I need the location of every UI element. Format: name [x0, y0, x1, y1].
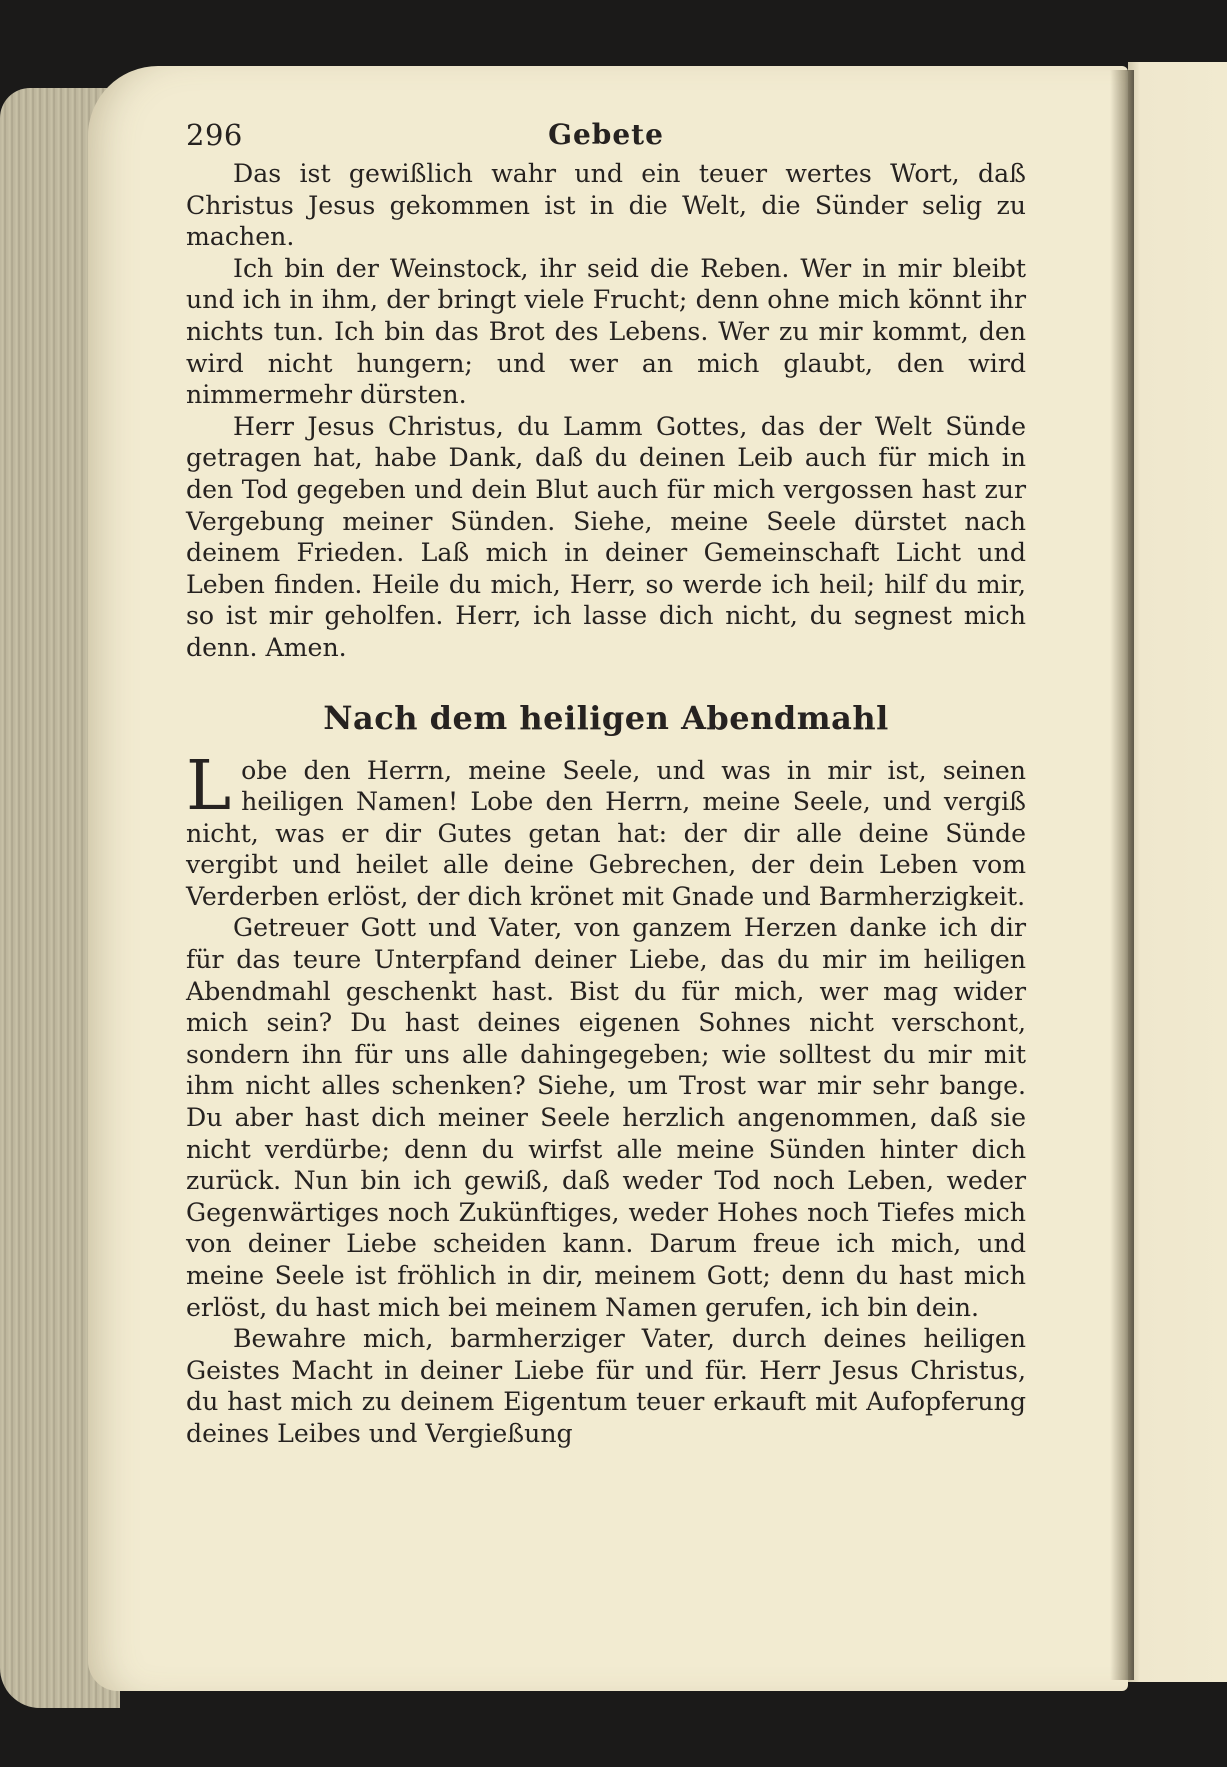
- page-number: 296: [186, 118, 243, 152]
- paragraph: Bewahre mich, barmherziger Vater, durch deines heiligen Geistes Macht in deiner Liebe für und für. Herr Jesus Christus, du hast mich zu deinem Eigentum teuer erkauft mit Aufopferung deines Leibes und Vergießung: [186, 1324, 1026, 1448]
- page-header: [186, 112, 1026, 158]
- drop-cap: L: [186, 746, 232, 826]
- paragraph: Getreuer Gott und Vater, von ganzem Herzen danke ich dir für das teure Unterpfand deiner Liebe, das du mir im heiligen Abendmahl geschenkt hast. Bist du für mich, wer mag wider mich sein? Du hast deines eigenen Sohnes nicht verschont, sondern ihn für uns alle dahingegeben; wie solltest du mir mit ihm nicht alles schenken? Siehe, um Trost war mir sehr bange. Du aber hast dich meiner Seele herzlich angenommen, daß sie nicht verdürbe; denn du wirfst alle meine Sünden hinter dich zurück. Nun bin ich gewiß, daß weder Tod noch Leben, weder Gegenwärtiges noch Zukünftiges, weder Hohes noch Tiefes mich von deiner Liebe scheiden kann. Darum freue ich mich, und meine Seele ist fröhlich in dir, meinem Gott; denn du hast mich erlöst, du hast mich bei meinem Namen gerufen, ich bin dein.: [186, 913, 1026, 1322]
- paragraph-text: obe den Herrn, meine Seele, und was in mir ist, seinen heiligen Namen! Lobe den Herrn, meine Seele, und vergiß nicht, was er dir Gutes getan hat: der dir alle deine Sünde vergibt und heilet alle deine Gebrechen, der dein Leben vom Verderben erlöst, der dich krönet mit Gnade und Barmherzigkeit.: [186, 755, 1026, 911]
- spine-shadow: [1110, 70, 1134, 1680]
- page-content: [186, 112, 1026, 1450]
- section-heading: Nach dem heiligen Abendmahl: [323, 698, 889, 737]
- paragraph: [186, 746, 1026, 913]
- paragraph: Herr Jesus Christus, du Lamm Gottes, das der Welt Sünde getragen hat, habe Dank, daß du deinen Leib auch für mich in den Tod gegeben und dein Blut auch für mich vergossen hast zur Vergebung meiner Sünden. Siehe, meine Seele dürstet nach deinem Frieden. Laß mich in deiner Gemeinschaft Licht und Leben finden. Heile du mich, Herr, so werde ich heil; hilf du mir, so ist mir geholfen. Herr, ich lasse dich nicht, du segnest mich denn. Amen.: [186, 411, 1026, 662]
- paragraph: Ich bin der Weinstock, ihr seid die Reben. Wer in mir bleibt und ich in ihm, der bringt viele Frucht; denn ohne mich könnt ihr nichts tun. Ich bin das Brot des Lebens. Wer zu mir kommt, den wird nicht hungern; und wer an mich glaubt, den wird nimmermehr dürsten.: [186, 253, 1026, 410]
- running-title: Gebete: [548, 118, 664, 151]
- facing-page-edge: [1128, 62, 1227, 1682]
- paragraph: Das ist gewißlich wahr und ein teuer wertes Wort, daß Christus Jesus gekommen ist in die Welt, die Sünder selig zu machen.: [186, 159, 1026, 252]
